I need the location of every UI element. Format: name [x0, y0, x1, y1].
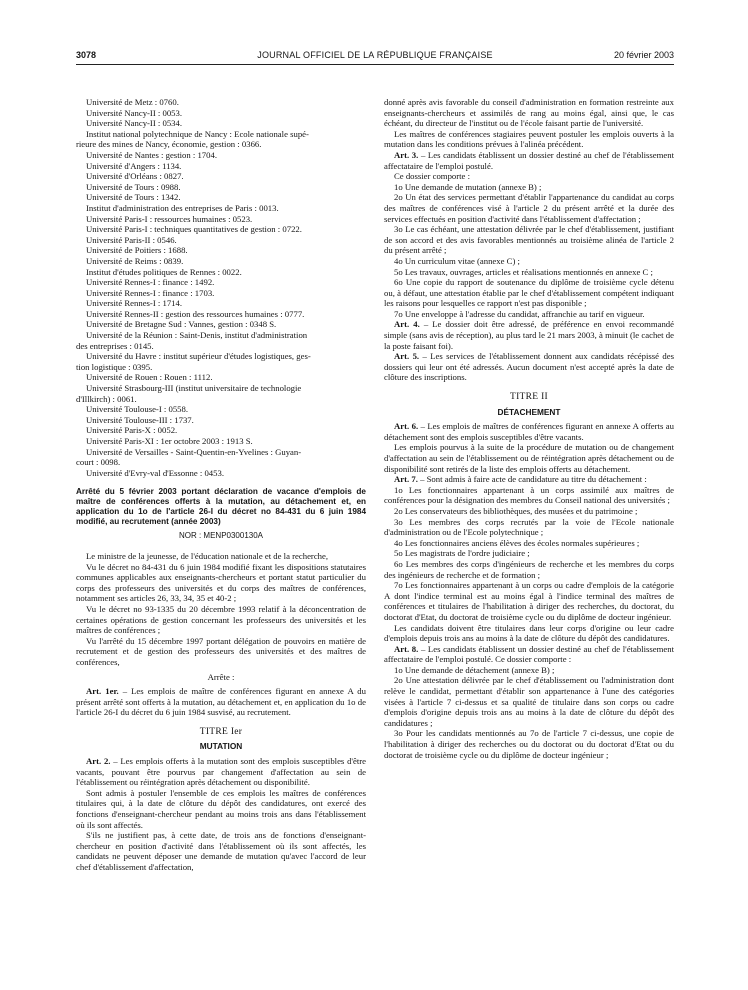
list-item: 1o Une demande de détachement (annexe B) ;	[394, 664, 555, 675]
list-line: Université de Rouen : Rouen : 1112.	[86, 372, 213, 383]
article-2: Art. 2. – Les emplois offerts à la mutation sont des emplois susceptibles d'être vacants, pouvant être pourvus par changement d'affectation au sein de l'établissement ou réintégration après détachement ou disponibilité.	[76, 756, 367, 788]
paragraph: Les maîtres de conférences stagiaires peuvent postuler les emplois ouverts à la mutation dans les conditions prévues à l'alinéa précédent.	[384, 128, 674, 150]
list-line: Institut national polytechnique de Nancy : Ecole nationale supé-	[86, 128, 309, 139]
article-6: Art. 6. – Les emplois de maîtres de conférences figurant en annexe A offerts au détachement sont des emplois susceptibles d'être vacants.	[384, 421, 674, 442]
list-line: Université Nancy-II : 0534.	[86, 118, 183, 129]
list-item: 5o Les magistrats de l'ordre judiciaire ;	[394, 548, 530, 559]
list-line: rieure des mines de Nancy, économie, gestion : 0366.	[76, 139, 262, 150]
list-line: Université Paris-II : 0546.	[86, 234, 177, 245]
list-line: Université du Havre : institut supérieur d'études logistiques, ges-	[86, 351, 311, 362]
list-line: Université Rennes-I : 1714.	[86, 298, 183, 309]
article-8: Art. 8. – Les candidats établissent un dossier destiné au chef de l'établissement affectataire de l'emploi postulé. Ce dossier comporte :	[384, 643, 674, 665]
list-line: Université Paris-X : 0052.	[86, 425, 178, 436]
paragraph: Les candidats doivent être titulaires dans leur corps d'origine ou leur cadre d'emplois depuis trois ans au moins à la date de clôture du dépôt des candidatures.	[384, 622, 674, 644]
list-line: court : 0098.	[76, 457, 121, 468]
list-line: Université Toulouse-I : 0558.	[86, 404, 189, 415]
list-line: Université de Metz : 0760.	[86, 97, 179, 107]
list-line: d'Illkirch) : 0061.	[76, 393, 137, 404]
list-line: Université d'Angers : 1134.	[86, 160, 182, 171]
journal-title: JOURNAL OFFICIEL DE LA RÉPUBLIQUE FRANÇAISE	[257, 50, 493, 60]
list-item: 2o Un état des services permettant d'établir l'appartenance du candidat au corps des maîtres de conférences visé à l'article 2 du présent arrêté et la durée des services effectués en position d'activité dans l'établissement d'affectation ;	[384, 192, 674, 224]
paragraph: S'ils ne justifient pas, à cette date, de trois ans de fonctions d'enseignant-chercheur en position d'activité dans l'établissement où ils sont affectés, les candidats ne peuvent déposer une demande de mutation qu'avec l'accord de leur chef d'établissement d'affectation,	[76, 830, 366, 872]
article-7: Art. 7. – Sont admis à faire acte de candidature au titre du détachement :	[394, 474, 647, 485]
page-header	[76, 50, 674, 64]
list-item: 1o Les fonctionnaires appartenant à un corps assimilé aux maîtres de conférences pour la désignation des membres du Conseil national des universités ;	[384, 484, 674, 506]
list-line: Université de la Réunion : Saint-Denis, institut d'administration	[86, 330, 308, 341]
list-line: Université Rennes-I : finance : 1703.	[86, 287, 215, 298]
list-item: 7o Une enveloppe à l'adresse du candidat, affranchie au tarif en vigueur.	[394, 308, 645, 319]
paragraph: Sont admis à postuler l'ensemble de ces emplois les maîtres de conférences titulaires qui, à la date de clôture du dépôt des candidatures, ont exercé des fonctions d'enseignant-chercheur pendant au moins trois ans dans l'établissement où ils sont affectés.	[76, 787, 366, 830]
list-item: 2o Une attestation délivrée par le chef d'établissement ou l'administration dont relève le candidat, permettant d'établir son appartenance à l'une des catégories visées à l'article 7 ci-dessus et sa qualité de titulaire dans son corps ou cadre d'emplois d'origine depuis trois ans au moins à la date de clôture du dépôt des candidatures ;	[384, 675, 674, 728]
list-line: Université Nancy-II : 0053.	[86, 107, 183, 118]
list-line: Université d'Orléans : 0827.	[86, 171, 184, 182]
list-line: Université Paris-XI : 1er octobre 2003 : 1913 S.	[86, 436, 253, 446]
list-item: 6o Une copie du rapport de soutenance du diplôme de troisième cycle détenu ou, à défaut, une attestation établie par le chef d'établissement compétent indiquant les raisons pour lesquelles ce rapport n'est pas disponible ;	[384, 277, 674, 309]
titre-1-subheading: MUTATION	[199, 741, 243, 752]
paragraph: Les emplois pourvus à la suite de la procédure de mutation ou de changement d'affectation au sein de l'établissement ou de réintégration après détachement ou de disponibilité sont retirés de la liste des emplois offerts au détachement.	[384, 442, 674, 474]
list-line: Université Strasbourg-III (institut universitaire de technologie	[86, 383, 302, 394]
list-line: Université de Nantes : gestion : 1704.	[86, 149, 218, 160]
list-item: 1o Une demande de mutation (annexe B) ;	[394, 181, 542, 192]
university-list	[76, 97, 366, 478]
list-line: Université de Tours : 1342.	[86, 192, 181, 203]
list-line: Université Toulouse-III : 1737.	[86, 414, 194, 425]
list-item: 3o Le cas échéant, une attestation délivrée par le chef d'établissement, justifiant de son accord et des avis favorables mentionnés au troisième alinéa de l'article 2 du présent arrêté ;	[384, 224, 674, 256]
list-item: 4o Un curriculum vitae (annexe C) ;	[394, 255, 520, 266]
page-number: 3078	[76, 50, 97, 60]
nor-reference: NOR : MENP0300130A	[178, 531, 264, 541]
article-3: Art. 3. – Les candidats établissent un dossier destiné au chef de l'établissement affectataire de l'emploi postulé.	[384, 149, 674, 171]
list-line: Université de Poitiers : 1688.	[86, 245, 188, 256]
list-line: Université de Bretagne Sud : Vannes, gestion : 0348 S.	[86, 319, 277, 330]
list-item: 3o Pour les candidats mentionnés au 7o de l'article 7 ci-dessus, une copie de l'habilitation à diriger des recherches ou du doctorat ou du doctorat d'Etat ou du doctorat de troisième cycle ou du diplôme de docteur ingénieur ;	[384, 728, 674, 760]
list-line: Université Paris-I : ressources humaines : 0523.	[86, 213, 253, 224]
article-1: Art. 1er. – Les emplois de maître de conférences figurant en annexe A du présent arrêté sont offerts à la mutation, au détachement et, en application du 1o de l'article 26-I du décret du 6 juin 1984 susvisé, au recrutement.	[76, 686, 366, 718]
arrete-title: Arrêté du 5 février 2003 portant déclaration de vacance d'emplois de maître de conférences offerts à la mutation, au détachement et, en application du 1o de l'article 26-I du décret no 84-431 du 6 juin 1984 modifié, au recrutement (année 2003)	[76, 487, 366, 527]
article-4: Art. 4. – Le dossier doit être adressé, de préférence en envoi recommandé simple (sans avis de réception), au plus tard le 21 mars 2003, à minuit (le cachet de la poste faisant foi).	[384, 319, 674, 351]
paragraph: Vu l'arrêté du 15 décembre 1997 portant délégation de pouvoirs en matière de recrutement et de gestion des professeurs des universités et des maîtres de conférences,	[76, 635, 366, 667]
list-line: Institut d'administration des entreprises de Paris : 0013.	[86, 202, 279, 213]
article-5: Art. 5. – Les services de l'établissement donnent aux candidats récépissé des dossiers qui leur ont été adressés. Aucun document n'est accepté après la date de clôture des inscriptions.	[384, 351, 674, 383]
list-line: Université Rennes-I : finance : 1492.	[86, 277, 215, 288]
list-line: Université de Versailles - Saint-Quentin-en-Yvelines : Guyan-	[86, 446, 302, 457]
list-item: 6o Les membres des corps d'ingénieurs de recherche et les membres du corps des ingénieurs de recherche et de formation ;	[384, 558, 674, 580]
list-line: Université de Reims : 0839.	[86, 255, 184, 266]
paragraph: Ce dossier comporte :	[394, 171, 470, 182]
paragraph: donné après avis favorable du conseil d'administration en formation restreinte aux enseignants-chercheurs et assimilés de rang au moins égal, ainsi que, le cas échéant, du directeur de l'institut ou de l'école faisant partie de l'université.	[384, 97, 674, 129]
paragraph: Vu le décret no 84-431 du 6 juin 1984 modifié fixant les dispositions statutaires communes applicables aux enseignants-chercheurs et portant statut particulier du corps des professeurs des universités et du corps des maîtres de conférences, notamment ses articles 26, 33, 34, 35 et 40-2 ;	[76, 561, 366, 604]
list-line: Université Paris-I : techniques quantitatives de gestion : 0722.	[86, 224, 302, 235]
titre-2-subheading: DÉTACHEMENT	[497, 406, 561, 417]
paragraph: Vu le décret no 93-1335 du 20 décembre 1993 relatif à la déconcentration de certaines opérations de gestion concernant les professeurs des universités et les maîtres de conférences ;	[76, 603, 366, 636]
list-item: 5o Les travaux, ouvrages, articles et réalisations mentionnés en annexe C ;	[394, 266, 653, 277]
list-item: 3o Les membres des corps recrutés par la voie de l'Ecole nationale d'administration ou de l'Ecole polytechnique ;	[384, 516, 674, 538]
header-rule	[76, 64, 674, 65]
list-line: Université d'Evry-val d'Essonne : 0453.	[86, 467, 225, 478]
list-line: Université de Tours : 0988.	[86, 181, 181, 192]
list-item: 4o Les fonctionnaires anciens élèves des écoles normales supérieures ;	[394, 537, 640, 548]
list-item: 7o Les fonctionnaires appartenant à un corps ou cadre d'emplois de la catégorie A dont l'indice terminal est au moins égal à l'indice terminal des maîtres de conférences et titulaires de l'habilitation à diriger des recherches, du doctorat, du doctorat d'Etat, du doctorat de troisième cycle ou du diplôme de docteur ingénieur.	[384, 580, 674, 622]
left-column	[76, 97, 366, 873]
right-column	[384, 97, 674, 760]
paragraph: Le ministre de la jeunesse, de l'éducation nationale et de la recherche,	[86, 550, 329, 561]
list-line: tion logistique : 0395.	[76, 361, 153, 372]
list-line: des entreprises : 0145.	[76, 340, 154, 351]
arrete-word: Arrête :	[207, 671, 235, 682]
issue-date: 20 février 2003	[613, 50, 674, 60]
titre-1-heading: TITRE Ier	[199, 726, 243, 737]
titre-2-heading: TITRE II	[509, 392, 548, 403]
list-line: Université Rennes-II : gestion des ressources humaines : 0777.	[86, 308, 305, 319]
list-line: Institut d'études politiques de Rennes : 0022.	[86, 266, 242, 277]
list-item: 2o Les conservateurs des bibliothèques, des musées et du patrimoine ;	[394, 505, 638, 516]
